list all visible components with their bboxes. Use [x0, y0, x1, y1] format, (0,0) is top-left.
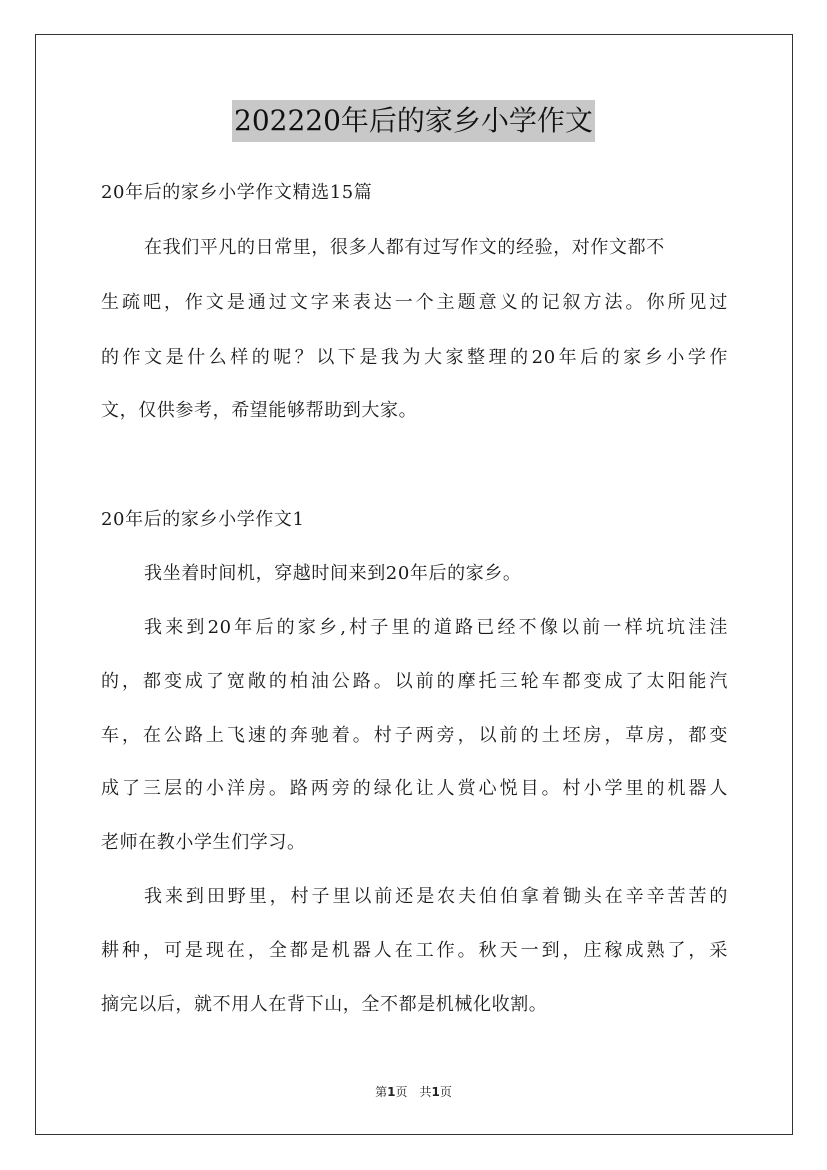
- page-prefix: 第: [375, 1085, 388, 1099]
- total-pages: 1: [431, 1085, 440, 1099]
- essay-heading: 20年后的家乡小学作文1: [101, 509, 305, 530]
- page-suffix: 页: [395, 1085, 408, 1099]
- title-container: [0, 100, 827, 142]
- intro-line-1: 在我们平凡的日常里，很多人都有过写作文的经验，对作文都不: [144, 237, 665, 258]
- intro-line-4: 文，仅供参考，希望能够帮助到大家。: [101, 400, 418, 421]
- para3-line-2: 耕种，可是现在，全都是机器人在工作。秋天一到，庄稼成熟了，采: [101, 940, 728, 961]
- page-footer: [0, 1083, 827, 1101]
- para2-line-4: 成了三层的小洋房。路两旁的绿化让人赏心悦目。村小学里的机器人: [101, 778, 728, 799]
- intro-line-3: 的作文是什么样的呢？以下是我为大家整理的20年后的家乡小学作: [101, 347, 728, 368]
- document-subtitle: 20年后的家乡小学作文精选15篇: [101, 182, 373, 203]
- para2-line-3: 车，在公路上飞速的奔驰着。村子两旁，以前的土坯房，草房，都变: [101, 725, 728, 746]
- total-prefix: 共: [419, 1085, 432, 1099]
- para2-line-5: 老师在教小学生们学习。: [101, 832, 306, 853]
- para1-line-1: 我坐着时间机，穿越时间来到20年后的家乡。: [144, 563, 522, 584]
- total-suffix: 页: [439, 1085, 452, 1099]
- para3-line-3: 摘完以后，就不用人在背下山，全不都是机械化收割。: [101, 994, 548, 1015]
- para2-line-1: 我来到20年后的家乡,村子里的道路已经不像以前一样坑坑洼洼: [144, 617, 728, 638]
- para2-line-2: 的，都变成了宽敞的柏油公路。以前的摩托三轮车都变成了太阳能汽: [101, 671, 728, 692]
- page-number: 1: [387, 1085, 396, 1099]
- para3-line-1: 我来到田野里，村子里以前还是农夫伯伯拿着锄头在辛辛苦苦的: [144, 886, 728, 907]
- document-title: 202220年后的家乡小学作文: [232, 100, 595, 142]
- intro-line-2: 生疏吧，作文是通过文字来表达一个主题意义的记叙方法。你所见过: [101, 292, 728, 313]
